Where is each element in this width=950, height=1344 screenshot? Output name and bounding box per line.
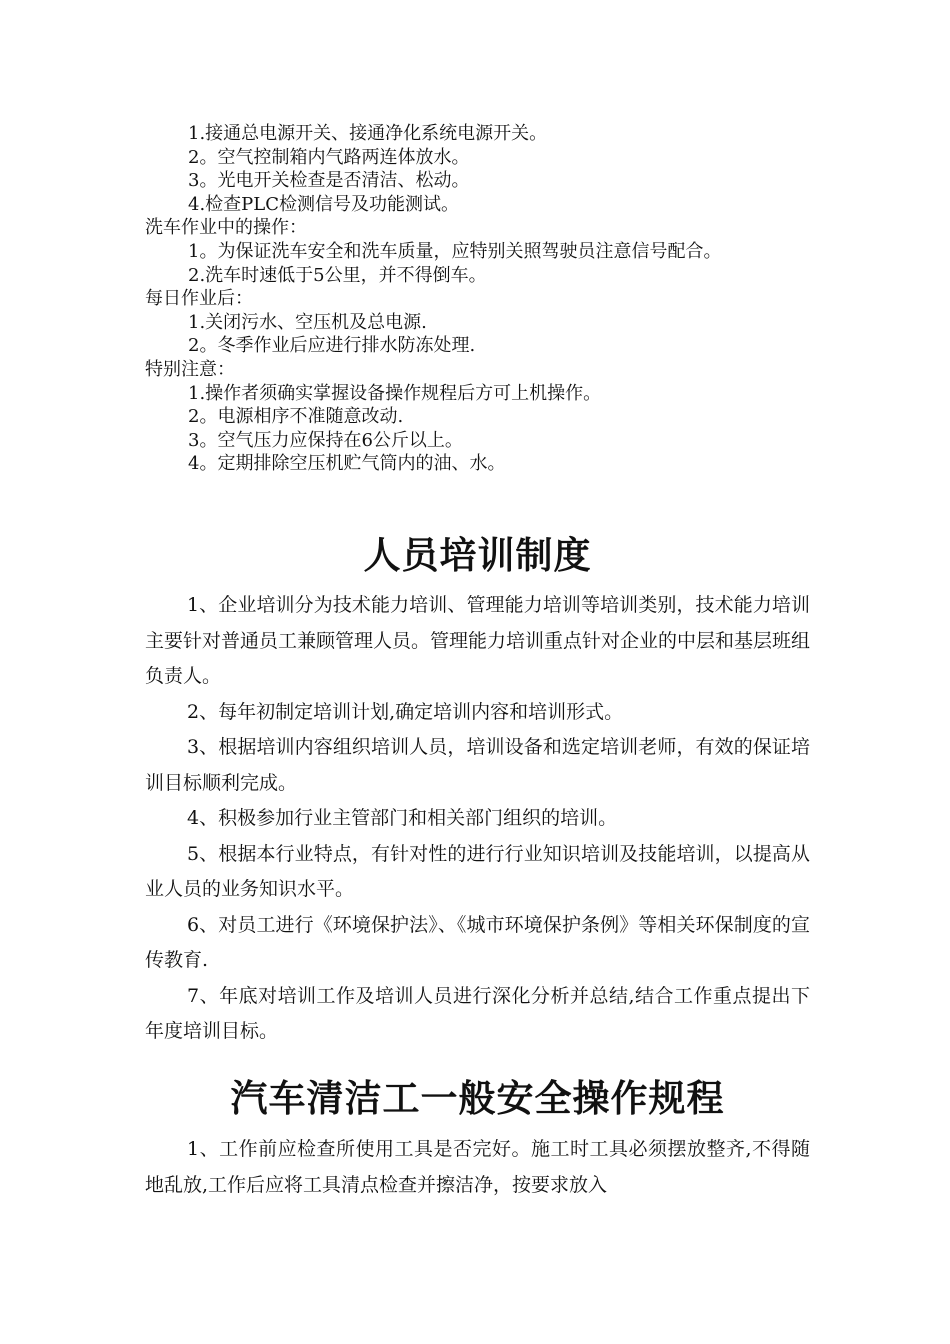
list-item: 3。光电开关检查是否清洁、松动。 (188, 170, 470, 192)
subheading-special-notes: 特别注意： (145, 358, 235, 380)
list-item: 1.接通总电源开关、接通净化系统电源开关。 (188, 123, 548, 144)
paragraph: 3、根据培训内容组织培训人员，培训设备和选定培训老师，有效的保证培训目标顺利完成。 (145, 736, 810, 794)
paragraph: 7、年底对培训工作及培训人员进行深化分析并总结,结合工作重点提出下年度培训目标。 (145, 984, 810, 1042)
paragraph: 2、每年初制定培训计划,确定培训内容和培训形式。 (187, 700, 624, 723)
list-item: 4.检查PLC检测信号及功能测试。 (188, 193, 460, 215)
paragraph: 1、工作前应检查所使用工具是否完好。施工时工具必须摆放整齐,不得随地乱放,工作后应将工具清点检查并擦洁净，按要求放入 (145, 1138, 810, 1196)
section-title-staff-training: 人员培训制度 (363, 534, 592, 577)
list-item: 1.关闭污水、空压机及总电源. (188, 311, 427, 333)
list-item: 2。冬季作业后应进行排水防冻处理. (188, 335, 476, 357)
car-wash-operation-section (145, 122, 810, 476)
list-item: 2。空气控制箱内气路两连体放水。 (188, 146, 470, 168)
list-item: 3。空气压力应保持在6公斤以上。 (188, 429, 463, 451)
list-item: 4。定期排除空压机贮气筒内的油、水。 (188, 453, 506, 475)
list-item: 1.操作者须确实掌握设备操作规程后方可上机操作。 (188, 382, 602, 404)
list-item: 2.洗车时速低于5公里，并不得倒车。 (188, 264, 487, 286)
staff-training-section (145, 588, 810, 1050)
list-item: 1。为保证洗车安全和洗车质量，应特别关照驾驶员注意信号配合。 (188, 240, 722, 262)
paragraph: 6、对员工进行《环境保护法》、《城市环境保护条例》等相关环保制度的宣传教育. (145, 913, 810, 971)
subheading-during-operation: 洗车作业中的操作： (145, 217, 307, 239)
car-cleaner-safety-section (145, 1132, 810, 1203)
paragraph: 1、企业培训分为技术能力培训、管理能力培训等培训类别，技术能力培训主要针对普通员工兼顾管理人员。管理能力培训重点针对企业的中层和基层班组负责人。 (145, 594, 811, 687)
subheading-after-daily-work: 每日作业后： (145, 288, 253, 310)
paragraph: 5、根据本行业特点，有针对性的进行行业知识培训及技能培训，以提高从业人员的业务知识水平。 (145, 842, 810, 900)
paragraph: 4、积极参加行业主管部门和相关部门组织的培训。 (187, 807, 618, 829)
section-title-car-cleaner-safety: 汽车清洁工一般安全操作规程 (230, 1077, 725, 1120)
list-item: 2。电源相序不准随意改动. (188, 406, 404, 428)
